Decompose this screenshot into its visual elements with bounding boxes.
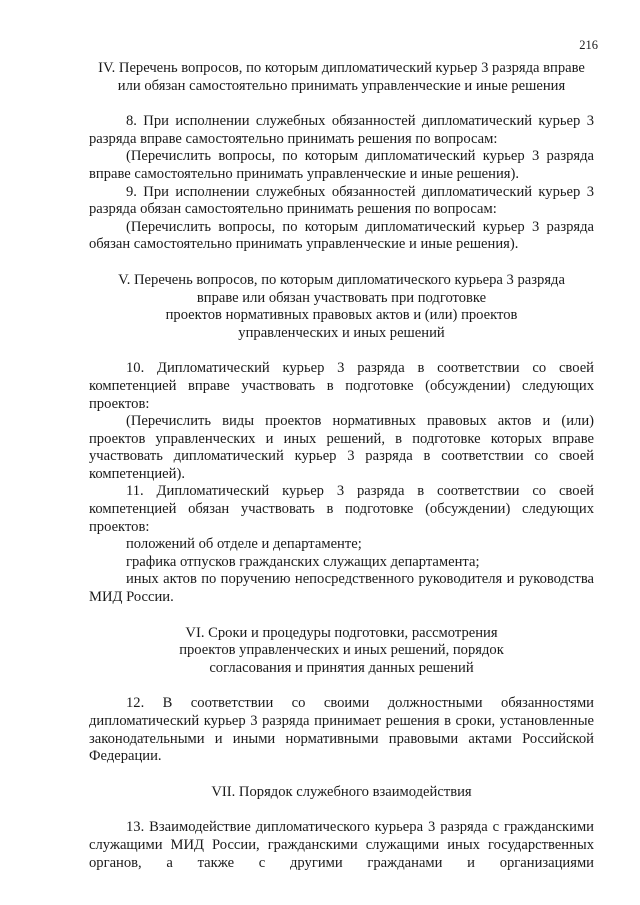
list-item: положений об отделе и департаменте; [126, 536, 362, 553]
paragraph-10: 10. Дипломатический курьер 3 разряда в соответствии со своей компетенцией вправе участвовать в подготовке (обсуждении) следующих проектов: [89, 360, 594, 412]
spacer [89, 677, 594, 695]
heading-line: вправе или обязан участвовать при подготовке [196, 289, 487, 306]
heading-line: VI. Сроки и процедуры подготовки, рассмотрения [185, 624, 498, 641]
section-5-heading [89, 272, 594, 342]
paragraph-9-note: (Перечислить вопросы, по которым дипломатический курьер 3 разряда обязан самостоятельно принимать управленческие и иные решения). [89, 218, 594, 253]
heading-line: VII. Порядок служебного взаимодействия [211, 783, 472, 800]
paragraph-9: 9. При исполнении служебных обязанностей дипломатический курьер 3 разряда обязан самостоятельно принимать решения по вопросам: [89, 183, 594, 218]
heading-line: согласования и принятия данных решений [209, 659, 474, 676]
section-4-heading [89, 60, 594, 95]
paragraph-11: 11. Дипломатический курьер 3 разряда в соответствии со своей компетенцией обязан участвовать в подготовке (обсуждении) следующих проектов: [89, 483, 594, 535]
document-body [89, 60, 594, 872]
spacer [89, 95, 594, 113]
section-6-heading [89, 625, 594, 678]
section-7-heading [89, 784, 594, 802]
heading-line: проектов нормативных правовых актов и (или) проектов [165, 307, 518, 324]
spacer [89, 766, 594, 784]
paragraph-8: 8. При исполнении служебных обязанностей дипломатический курьер 3 разряда вправе самостоятельно принимать решения по вопросам: [89, 113, 594, 147]
paragraph-8-note: (Перечислить вопросы, по которым дипломатический курьер 3 разряда вправе самостоятельно принимать управленческие и иные решения). [89, 148, 594, 182]
heading-line: V. Перечень вопросов, по которым дипломатического курьера 3 разряда [118, 271, 565, 288]
heading-line: или обязан самостоятельно принимать управленческие и иные решения [117, 77, 566, 94]
paragraph-10-note: (Перечислить виды проектов нормативных правовых актов и (или) проектов управленческих и иных решений, в подготовке которых вправе участвовать дипломатический курьер 3 разряда в соответствии со своей компетенцией). [89, 413, 594, 482]
page-number: 216 [579, 38, 598, 52]
heading-line: IV. Перечень вопросов, по которым дипломатический курьер 3 разряда вправе [98, 60, 585, 76]
spacer [89, 801, 594, 819]
list-item: графика отпусков гражданских служащих департамента; [126, 553, 480, 570]
heading-line: управленческих и иных решений [238, 324, 445, 341]
list-item: иных актов по поручению непосредственного руководителя и руководства МИД России. [89, 571, 594, 606]
spacer [89, 342, 594, 360]
paragraph-12: 12. В соответствии со своими должностными обязанностями дипломатический курьер 3 разряда принимает решения в сроки, установленные законодательными и иными нормативными правовыми актами Российской Федерации. [89, 695, 594, 765]
heading-line: проектов управленческих и иных решений, порядок [179, 642, 504, 659]
spacer [89, 254, 594, 272]
paragraph-13: 13. Взаимодействие дипломатического курьера 3 разряда с гражданскими служащими МИД России, гражданскими служащими иных государственных органов, а также с другими гражданами и организациями [89, 819, 594, 871]
spacer [89, 607, 594, 625]
